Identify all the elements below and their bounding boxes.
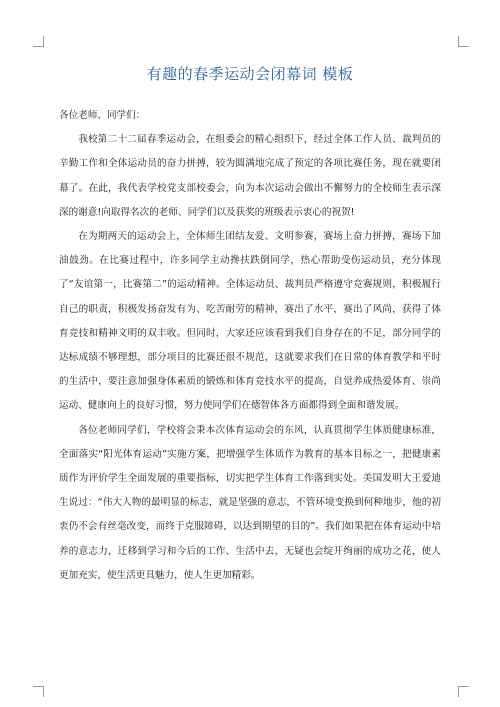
paragraph-1: 我校第二十二届春季运动会，在组委会的精心组织下，经过全体工作人员、裁判员的辛勤工作和全体运动员的奋力拼搏，较为圆满地完成了预定的各项比赛任务，现在就要闭幕了。在此，我代表学校党支部校委会，向为本次运动会做出不懈努力的全校师生表示深深的谢意!向取得名次的老师、同学们以及获奖的班级表示衷心的祝贺!: [59, 134, 441, 218]
document-body: [59, 104, 441, 588]
paragraph-2: 在为期两天的运动会上，全体师生团结友爱、文明参赛，赛场上奋力拼搏，赛场下加油鼓劲。在比赛过程中，许多同学主动搀扶跌倒同学，热心帮助受伤运动员，充分体现了“友谊第一，比赛第二”的运动精神。全体运动员、裁判员严格遵守竞赛规则，积极履行自己的职责，积极发扬奋发有为、吃苦耐劳的精神，赛出了水平，赛出了风尚，获得了体育竞技和精神文明的双丰收。但同时，大家还应该看到我们自身存在的不足，部分同学的达标成绩不够理想，部分项目的比赛还很不规范，这就要求我们在日常的体育教学和平时的生活中，要注意加强身体素质的锻炼和体育竞技水平的提高，自觉养成热爱体育、崇尚运动、健康向上的良好习惯，努力使同学们在德智体各方面都得到全面和谐发展。: [59, 231, 441, 412]
crop-mark-bottom-left: [33, 686, 44, 697]
crop-mark-top-right: [458, 36, 469, 47]
crop-mark-top-left: [33, 36, 44, 47]
paragraph-3: 各位老师同学们，学校将会秉本次体育运动会的东风，认真贯彻学生体质健康标准，全面落实“阳光体育运动”实施方案，把增强学生体质作为教育的基本目标之一，把健康素质作为评价学生全面发展的重要指标，切实把学生体育工作落到实处。美国发明大王爱迪生说过：“伟大人物的最明显的标志，就是坚强的意志，不管环境变换到何种地步，他的初衷仍不会有丝毫改变，而终于克服障碍，以达到期望的目的”。我们如果把在体育运动中培养的意志力，迁移到学习和今后的工作、生活中去，无疑也会绽开绚丽的成功之花，使人更加充实，使生活更具魅力，使人生更加精彩。: [59, 424, 441, 581]
crop-mark-bottom-right: [458, 686, 469, 697]
salutation: 各位老师、同学们：: [59, 110, 146, 121]
document-title: 有趣的春季运动会闭幕词 模板: [146, 65, 354, 83]
